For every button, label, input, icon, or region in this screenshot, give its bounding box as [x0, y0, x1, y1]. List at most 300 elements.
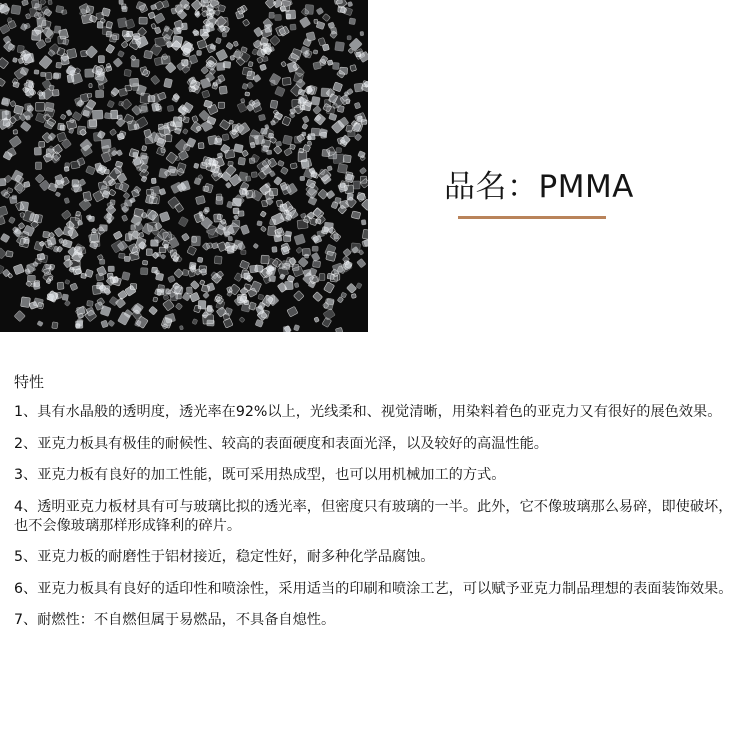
pellet	[5, 110, 9, 115]
pellet	[244, 273, 251, 280]
pellet	[39, 55, 53, 69]
pellet	[13, 130, 18, 135]
pellet	[313, 106, 322, 115]
pellet	[344, 261, 348, 265]
pellet	[270, 35, 281, 46]
pellet	[96, 12, 104, 20]
pellet	[356, 282, 362, 289]
pellet	[125, 234, 131, 242]
pellet	[96, 273, 104, 281]
pellet	[269, 189, 277, 196]
pellet	[105, 169, 110, 174]
pellet	[203, 25, 210, 33]
pellet	[287, 306, 298, 317]
pellet	[239, 317, 245, 323]
pellet	[275, 14, 282, 20]
pellet	[238, 157, 246, 165]
pellet	[35, 258, 41, 263]
pellet	[322, 13, 330, 21]
pellet	[46, 73, 52, 80]
pellet	[164, 78, 173, 88]
pellet	[360, 31, 364, 35]
pellet	[269, 12, 275, 18]
pellet	[37, 320, 44, 326]
pellet	[153, 297, 158, 302]
pellet	[117, 50, 124, 57]
pellet	[316, 7, 324, 15]
pellet	[322, 44, 329, 51]
pellet	[130, 284, 136, 290]
pellet	[276, 141, 282, 147]
pellet	[347, 36, 351, 40]
pellet	[117, 115, 123, 120]
pellet	[119, 253, 125, 259]
pellet	[216, 79, 222, 85]
pellet	[313, 292, 323, 302]
pellet	[225, 182, 231, 189]
pellet	[349, 18, 356, 25]
pellet	[173, 117, 182, 127]
pellet	[25, 13, 30, 19]
pellet	[260, 211, 266, 218]
pellet	[0, 248, 7, 259]
pellet	[14, 310, 25, 321]
pellet	[108, 266, 114, 272]
pellet	[97, 21, 103, 28]
pellet	[302, 116, 309, 124]
pellet	[314, 317, 320, 323]
pellet	[55, 192, 61, 197]
pellet	[258, 294, 264, 300]
pellet	[57, 282, 64, 290]
pellet	[119, 101, 124, 106]
pellet	[272, 247, 277, 253]
pellet	[359, 167, 366, 174]
pellet	[319, 274, 325, 281]
pellet	[194, 305, 202, 313]
pellet	[36, 102, 45, 111]
pellet	[0, 78, 6, 87]
pellet	[214, 138, 222, 145]
pellet	[75, 215, 82, 221]
pellet	[311, 96, 320, 106]
pellet	[313, 50, 318, 54]
pellet	[343, 248, 351, 256]
pellet	[290, 24, 296, 30]
pellet	[156, 252, 161, 257]
pellet	[121, 41, 128, 48]
pellet	[350, 65, 357, 72]
pellet	[64, 198, 70, 204]
pellet	[242, 67, 252, 76]
pellet	[313, 261, 321, 268]
pellet	[222, 32, 226, 37]
pellet	[202, 90, 210, 98]
pellet	[215, 38, 221, 44]
pellet	[341, 292, 347, 298]
features-heading: 特性	[14, 373, 45, 391]
pellet	[60, 114, 66, 120]
pellet	[219, 86, 227, 95]
pellet	[262, 147, 267, 152]
pellet	[294, 282, 299, 287]
feature-item: 7、耐燃性：不自燃但属于易燃品，不具备自熄性。	[14, 612, 336, 628]
pellet	[0, 216, 5, 225]
pellet	[249, 302, 257, 311]
pellet	[149, 306, 158, 315]
pellet	[112, 277, 121, 286]
pellet	[181, 233, 189, 241]
pellet	[216, 62, 225, 70]
pellet	[159, 168, 168, 178]
pellet	[296, 247, 303, 254]
pellet	[306, 32, 316, 42]
pellet	[1, 97, 10, 106]
pellet	[62, 294, 69, 301]
pellet	[13, 82, 20, 88]
pellet	[12, 195, 17, 199]
pellet	[87, 300, 94, 306]
pellet	[67, 48, 77, 58]
pellet	[300, 176, 305, 181]
pellet	[274, 234, 282, 242]
pellet	[207, 305, 212, 311]
pellet	[226, 201, 233, 208]
pellet	[241, 250, 246, 254]
pellet	[0, 57, 9, 69]
pellet	[64, 300, 70, 306]
pellet	[106, 213, 112, 219]
pellet	[245, 176, 251, 182]
pellet	[321, 88, 330, 97]
pellet	[237, 102, 247, 113]
pellet	[24, 181, 31, 187]
pellet	[72, 180, 79, 187]
pellet	[240, 225, 249, 235]
pellet	[107, 100, 115, 108]
pellet	[326, 298, 334, 305]
pellet	[119, 0, 124, 5]
pellet	[242, 83, 248, 89]
pellet	[33, 298, 43, 308]
pellet	[249, 158, 255, 164]
pellet	[238, 211, 244, 217]
pellet	[20, 121, 31, 132]
pellet	[197, 257, 203, 262]
pellet	[131, 59, 139, 67]
pellet	[122, 215, 128, 222]
pellet	[25, 103, 32, 110]
pellet	[270, 100, 278, 109]
pellet	[8, 217, 15, 224]
pellet	[332, 62, 339, 69]
pellet	[150, 4, 157, 10]
pellet	[14, 105, 24, 115]
pellet	[282, 77, 291, 85]
pellet	[203, 186, 209, 191]
pellet	[182, 128, 188, 134]
product-name-label: 品名：PMMA	[444, 169, 634, 205]
pellet	[56, 5, 64, 13]
pellet	[31, 0, 39, 8]
pellet	[24, 53, 35, 63]
pellet	[228, 236, 233, 241]
pellet	[43, 231, 50, 238]
pellet	[127, 120, 136, 130]
pellet	[335, 327, 343, 332]
pellet	[152, 103, 160, 112]
pellet	[207, 320, 215, 326]
pellet	[124, 256, 130, 261]
pellet	[89, 234, 99, 244]
pellet	[353, 181, 360, 189]
pellet	[273, 146, 282, 155]
pellet	[250, 142, 255, 148]
pellet	[340, 183, 345, 188]
pellet	[167, 105, 174, 111]
pellet	[318, 189, 329, 200]
pellet	[155, 37, 166, 47]
pellet	[248, 61, 253, 67]
pellet	[294, 234, 306, 245]
pellet	[329, 113, 337, 121]
pellet	[258, 114, 265, 121]
pellet	[251, 172, 257, 178]
pellet	[242, 19, 249, 26]
pellet	[219, 119, 230, 130]
pellet	[323, 308, 335, 320]
pellet	[285, 281, 294, 290]
pellet	[150, 186, 160, 195]
pellet	[140, 93, 150, 104]
pellet	[106, 21, 113, 28]
pellet	[266, 295, 275, 303]
pellet	[166, 152, 178, 164]
pellet	[80, 50, 87, 57]
pellet	[40, 72, 46, 77]
pellet	[354, 133, 362, 141]
pellet	[304, 254, 309, 258]
pellet	[122, 272, 131, 281]
pellet	[324, 282, 335, 293]
pellet	[139, 17, 147, 24]
pellet	[239, 260, 249, 270]
pellet	[222, 134, 229, 141]
pellet	[89, 84, 92, 88]
pellet	[9, 135, 22, 147]
pellet	[293, 324, 299, 331]
pellet	[179, 325, 183, 330]
pellet	[141, 106, 147, 112]
pellet	[98, 56, 104, 63]
pellet	[35, 162, 41, 169]
pellet	[217, 214, 223, 220]
pellet	[261, 200, 267, 207]
pellet	[105, 66, 112, 72]
pellet	[168, 275, 176, 282]
features-list	[14, 403, 738, 643]
pellet	[277, 160, 284, 167]
pellet	[312, 246, 318, 251]
pellet	[275, 86, 286, 97]
pellet-pile-graphic	[0, 0, 368, 332]
pellet	[257, 221, 263, 227]
pellet	[253, 27, 263, 37]
pellet	[216, 49, 228, 61]
pellet	[87, 93, 92, 97]
pellet	[124, 199, 132, 206]
pellet	[34, 70, 39, 75]
pellet	[322, 317, 332, 327]
pellet	[34, 147, 41, 155]
pellet	[58, 36, 66, 44]
pellet	[175, 303, 182, 310]
pellet	[257, 57, 263, 64]
pellet	[150, 75, 160, 85]
pellet	[226, 42, 234, 49]
pellet	[192, 319, 198, 325]
pellet	[327, 273, 334, 279]
pellet	[165, 134, 172, 142]
pellet	[354, 102, 361, 109]
pellet	[106, 44, 115, 53]
pellet	[197, 51, 202, 56]
pellet	[299, 16, 311, 28]
pellet	[260, 64, 267, 71]
pellet	[336, 0, 348, 8]
pellet	[163, 299, 175, 311]
pellet	[58, 123, 65, 130]
pellet	[6, 251, 14, 258]
pellet	[111, 110, 118, 119]
pellet	[214, 256, 222, 264]
pellet	[41, 20, 51, 30]
pellet	[0, 233, 10, 243]
pellet	[193, 163, 199, 169]
pellet	[268, 133, 273, 138]
pellet	[113, 231, 122, 240]
pellet	[354, 83, 363, 92]
pellet	[197, 39, 207, 49]
pellet	[240, 98, 245, 103]
pellet	[146, 249, 152, 256]
pellet	[134, 208, 144, 217]
pellet	[154, 57, 163, 66]
pellet	[108, 320, 115, 327]
pellet	[95, 90, 103, 97]
pellet	[39, 141, 45, 147]
pellet	[123, 192, 130, 199]
pellet	[54, 72, 61, 78]
pellet	[36, 39, 46, 49]
title-underline	[458, 216, 606, 219]
pellet	[192, 116, 199, 123]
pellet	[83, 110, 90, 116]
pellet	[333, 82, 343, 92]
pellet	[343, 155, 351, 163]
pellet	[253, 243, 259, 249]
pellet	[54, 26, 61, 34]
pellet	[195, 195, 205, 204]
pellet	[48, 0, 53, 5]
pellet	[138, 232, 144, 238]
pellet	[224, 232, 230, 238]
pellet	[151, 178, 156, 184]
pellet	[234, 144, 244, 153]
pellet	[284, 263, 290, 269]
pellet	[282, 116, 291, 126]
pellet	[333, 104, 338, 109]
pellet	[52, 322, 58, 329]
pellet	[142, 260, 147, 265]
pellet	[327, 166, 332, 171]
pellet	[29, 7, 38, 17]
pellet	[86, 166, 96, 176]
pellet	[122, 6, 128, 12]
pellet	[346, 283, 356, 293]
pellet	[198, 143, 204, 149]
pellet	[327, 60, 333, 66]
pellet	[337, 163, 347, 173]
pellet	[61, 210, 71, 220]
pellet	[328, 152, 336, 159]
pellet	[260, 226, 266, 232]
pellet	[89, 119, 97, 127]
pellet	[199, 280, 205, 286]
pellet	[308, 133, 315, 140]
pellet	[21, 0, 28, 6]
pellet	[218, 17, 229, 26]
feature-item: 2、亚克力板具有极佳的耐候性、较高的表面硬度和表面光泽，以及较好的高温性能。	[14, 435, 548, 452]
pellet	[233, 41, 238, 47]
pellet	[92, 110, 103, 119]
feature-item: 1、具有水晶般的透明度，透光率在92%以上，光线柔和、视觉清晰，用染料着色的亚克力又有很好的展色效果。	[14, 404, 722, 420]
pellet	[129, 78, 138, 87]
pellet	[129, 148, 139, 158]
pellet	[302, 123, 308, 129]
pellet	[290, 163, 297, 169]
pellet	[62, 239, 72, 248]
pellet	[356, 52, 361, 57]
pellet	[203, 292, 210, 299]
pellet	[0, 206, 8, 217]
pellet	[64, 166, 69, 171]
pellet	[292, 264, 299, 270]
pellet	[326, 251, 337, 261]
pellet	[203, 0, 210, 3]
pellet	[293, 291, 304, 302]
pellet	[140, 268, 147, 275]
pellet	[101, 320, 109, 328]
pellet	[362, 229, 368, 239]
pellet	[0, 24, 10, 34]
pellet	[280, 167, 288, 175]
pellet	[56, 62, 62, 68]
pellet	[142, 145, 147, 151]
pellet	[85, 46, 98, 59]
pellet	[311, 252, 320, 261]
pellet	[284, 148, 293, 156]
pellet	[301, 160, 310, 169]
pellet	[92, 285, 101, 295]
pellet	[154, 13, 166, 24]
pellet	[54, 227, 64, 237]
pellet	[21, 297, 31, 308]
feature-item: 3、亚克力板有良好的加工性能，既可采用热成型，也可以用机械加工的方式。	[14, 467, 506, 483]
pellet	[206, 243, 212, 249]
pellet	[191, 236, 200, 246]
pellet	[13, 264, 24, 275]
